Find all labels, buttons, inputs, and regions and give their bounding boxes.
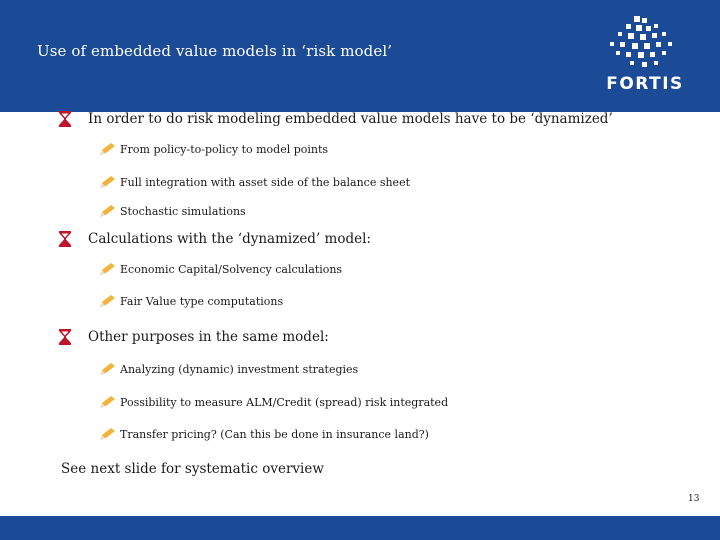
footer-note: See next slide for systematic overview [61, 461, 324, 477]
pencil-bullet-icon [99, 427, 116, 441]
sub-bullet-text: Economic Capital/Solvency calculations [120, 262, 343, 276]
pencil-bullet-icon [99, 294, 116, 308]
sub-bullet-item [99, 427, 429, 441]
sub-bullet-text: Possibility to measure ALM/Credit (spread) risk integrated [120, 395, 449, 409]
pencil-bullet-icon [99, 175, 116, 189]
sub-bullet-item [99, 204, 246, 218]
bullet-text: Other purposes in the same model: [88, 329, 329, 345]
bullet-item [58, 328, 329, 346]
logo-text: FORTIS [606, 74, 684, 94]
sub-bullet-text: From policy-to-policy to model points [120, 142, 329, 156]
sub-bullet-item [99, 175, 410, 189]
pencil-bullet-icon [99, 142, 116, 156]
pencil-bullet-icon [99, 204, 116, 218]
hourglass-bullet-icon [58, 328, 72, 346]
footer-band [0, 516, 720, 540]
pencil-bullet-icon [99, 262, 116, 276]
hourglass-bullet-icon [58, 110, 72, 128]
pencil-bullet-icon [99, 395, 116, 409]
sub-bullet-item [99, 262, 342, 276]
sub-bullet-item [99, 395, 448, 409]
sub-bullet-text: Transfer pricing? (Can this be done in insurance land?) [120, 427, 429, 441]
sub-bullet-item [99, 362, 358, 376]
bullet-item [58, 110, 613, 128]
sub-bullet-text: Fair Value type computations [120, 294, 284, 308]
pencil-bullet-icon [99, 362, 116, 376]
bullet-text: In order to do risk modeling embedded value models have to be ‘dynamized’ [88, 111, 613, 127]
sub-bullet-text: Full integration with asset side of the balance sheet [120, 175, 411, 189]
slide-title: Use of embedded value models in ‘risk model’ [37, 42, 393, 60]
hourglass-bullet-icon [58, 230, 72, 248]
sub-bullet-item [99, 294, 283, 308]
sub-bullet-text: Stochastic simulations [120, 204, 246, 218]
bullet-text: Calculations with the ‘dynamized’ model: [88, 231, 371, 247]
page-number: 13 [688, 494, 700, 504]
sub-bullet-text: Analyzing (dynamic) investment strategies [120, 362, 359, 376]
sub-bullet-item [99, 142, 328, 156]
bullet-item [58, 230, 371, 248]
